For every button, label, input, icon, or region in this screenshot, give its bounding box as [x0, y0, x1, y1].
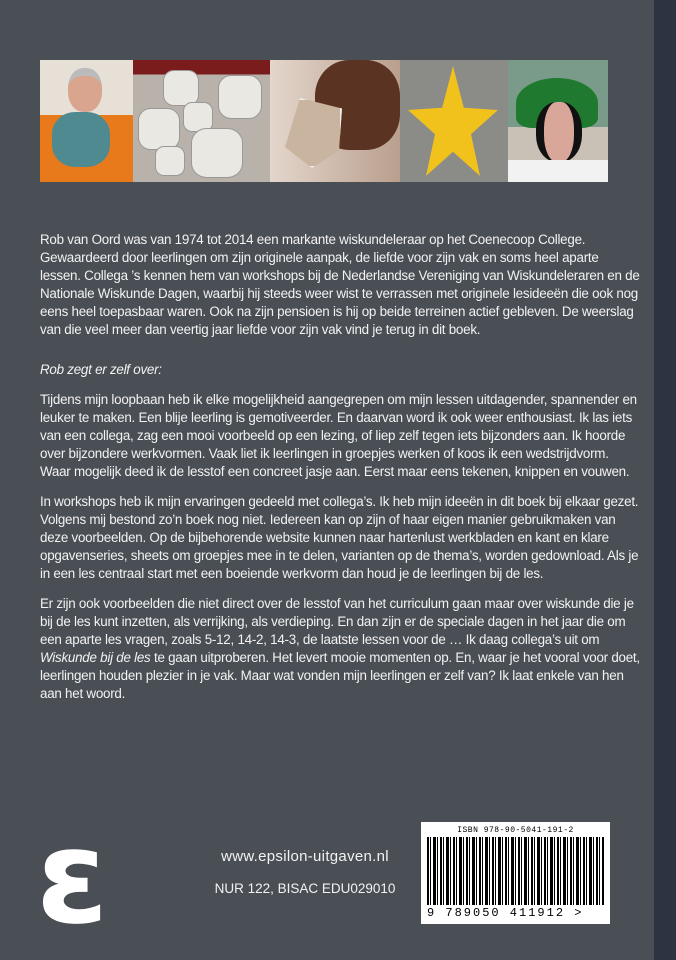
photo-face-in-polyhedron	[270, 60, 400, 182]
epsilon-logo: ε	[36, 801, 109, 953]
ean-number: 9 789050 411912 >	[427, 906, 584, 920]
back-cover-text	[40, 231, 640, 715]
barcode-bars	[427, 837, 604, 905]
isbn-barcode	[421, 822, 610, 924]
photo-portrait-author	[40, 60, 133, 182]
paragraph-bio: Rob van Oord was van 1974 tot 2014 een markante wiskundeleraar op het Coenecoop College. Gewaardeerd door leerlingen om zijn originele aanpak, de liefde voor zijn vak en soms heel aparte lessen. Collega ’s kennen hem van workshops bij de Nederlandse Vereniging van Wiskundeleraren en de Nationale Wiskunde Dagen, waarbij hij steeds weer wist te verrassen met originele lesideeën die ook nog eens heel toepasbaar waren. Ook na zijn pensioen is hij op beide terreinen actief gebleven. De weerslag van die veel meer dan veertig jaar liefde voor zijn vak vind je terug in dit boek.	[40, 232, 640, 337]
paragraph-examples	[40, 595, 640, 703]
isbn-text: ISBN 978-90-5041-191-2	[457, 826, 574, 835]
paragraph-workshops: In workshops heb ik mijn ervaringen gedeeld met collega’s. Ik heb mijn ideeën in dit boek bij elkaar gezet. Volgens mij bestond zo’n boek nog niet. Iedereen kan op zijn of haar eigen manier gebruikmaken van deze voorbeelden. Op de bijbehorende website kunnen naar hartenlust werkbladen en kant en klare opgavenseries, sheets om groepjes mee in te delen, varianten op de thema’s, worden gedownload. Als je in een les centraal start met een boeiende werkvorm dan houd je de leerlingen bij de les.	[40, 494, 639, 581]
photo-hanging-polyhedra	[133, 60, 270, 182]
paragraph-examples-end: te gaan uitproberen. Het levert mooie momenten op. En, waar je het vooral voor doet, leerlingen houden plezier in je vak. Maar wat vonden mijn leerlingen er zelf van? Ik laat enkele van hen aan het woord.	[40, 650, 640, 701]
spine-edge	[654, 0, 676, 960]
photo-yellow-paper-star	[400, 60, 508, 182]
book-title: Wiskunde bij de les	[40, 650, 151, 665]
classification-codes: NUR 122, BISAC EDU029010	[214, 881, 396, 896]
paragraph-career: Tijdens mijn loopbaan heb ik elke mogelijkheid aangegrepen om mijn lessen uitdagender, spannender en leuker te maken. Een blije leerling is gemotiveerder. En daarvan word ik ook weer enthousiast. Ik las iets van een collega, zag een mooi voorbeeld op een lezing, of liep zelf tegen iets bijzonders aan. Ik hoorde over bijzondere werkvormen. Vaak liet ik leerlingen in groepjes werken of koos ik een wedstrijdvorm. Waar mogelijk deed ik de lesstof een concreet jasje aan. Eerst maar eens tekenen, knippen en vouwen.	[40, 392, 637, 479]
paragraph-examples-start: Er zijn ook voorbeelden die niet direct over de lesstof van het curriculum gaan maar over wiskunde die je bij de les kunt inzetten, als verrijking, als verdieping. En dan zijn er de speciale dagen in het jaar die om een aparte les vragen, zoals 5-12, 14-2, 14-3, de laatste lessen voor de … Ik daag collega’s uit om	[40, 596, 634, 647]
publisher-url[interactable]: www.epsilon-uitgaven.nl	[221, 848, 389, 865]
intro-italic	[40, 361, 640, 379]
photo-strip	[40, 60, 608, 182]
intro-text: Rob zegt er zelf over:	[40, 362, 162, 377]
photo-author-in-costume	[508, 60, 608, 182]
